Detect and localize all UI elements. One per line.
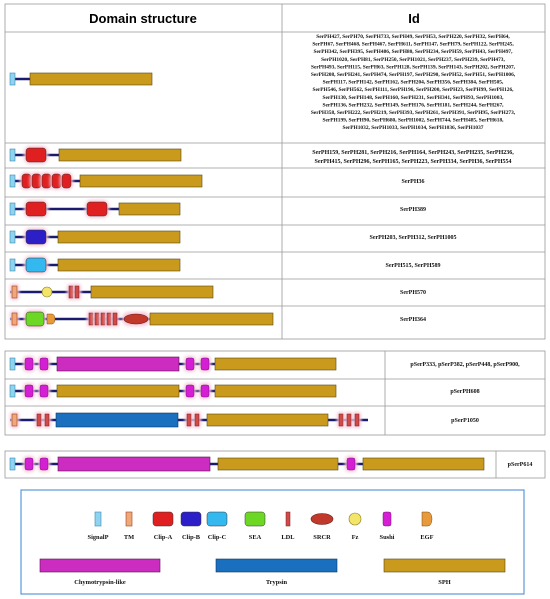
domain-diagram-12 [10,456,484,472]
clipA-domain [42,174,51,188]
sph-domain [57,385,179,397]
domain-diagram-5 [10,228,180,246]
id-line: SerPH389 [400,207,426,213]
id-cell-9 [410,362,520,368]
sph-domain [59,149,181,161]
legend-item-sushi [380,512,395,541]
domain-diagram-1 [10,73,152,85]
legend-item-clipA [153,512,173,541]
domain-diagram-9 [10,356,336,372]
ldl-domain [69,286,73,298]
signalp-domain [10,259,15,271]
id-line: pSerP1050 [451,418,479,424]
id-line: SerPH130, SerPH148, SerPH160, SerPH231, SerPH341, SerPH93, SerPH1003, [322,94,504,101]
clipA-domain [87,202,107,216]
id-cell-3 [402,179,425,185]
tm-domain [12,286,17,298]
legend-label: Sushi [379,534,395,541]
id-cell-5 [370,235,457,241]
clipA-domain [26,148,46,162]
legend-bar-label: SPH [438,579,451,586]
id-line: SerPH199, SerPH90, SerPH680, SerPH1002, SerPH744, SerPH485, SerPH618, [322,117,504,124]
domain-diagram-7 [10,284,213,300]
sushi-domain [201,385,209,397]
ldl-domain [355,414,359,426]
id-line: SerPH515, SerPH589 [385,263,441,269]
clipB-domain [26,230,46,244]
signalp-domain [10,358,15,370]
ldl-domain [95,313,99,325]
legend-item-signalp [88,512,109,541]
sph-domain [207,414,328,426]
chymotrypsin-domain [58,457,210,471]
id-cell-12 [508,462,533,468]
trypsin-bar-icon [216,559,337,572]
ldl-domain [339,414,343,426]
legend-label: LDL [281,534,295,541]
clipA-icon [153,512,173,526]
id-line: SerPH136, SerPH232, SerPH149, SerPH176, SerPH181, SerPH244, SerPH267, [322,102,504,109]
signalp-domain [10,458,15,470]
id-line: SerPH1020, SerPH81, SerPH250, SerPH1021, SerPH237, SerPH239, SerPH473, [321,56,505,63]
clipB-icon [181,512,201,526]
legend-item-ldl [281,512,294,541]
sph-bar-icon [384,559,505,572]
ldl-domain [45,414,49,426]
id-line: SerPH546, SerPH562, SerPH111, SerPH196, SerPH200, SerPH23, SerPH99, SerPH126, [312,87,514,94]
clipA-domain [32,174,41,188]
sph-domain [215,385,336,397]
legend-label: SRCR [313,534,331,541]
clipA-domain [26,202,46,216]
sph-domain [58,259,180,271]
signalp-domain [10,385,15,397]
id-cell-1 [311,34,516,131]
legend-item-fz [349,513,361,541]
sph-domain [215,358,336,370]
domain-header: Domain structure [89,11,197,26]
sph-domain [363,458,484,470]
domain-diagram-3 [10,172,202,190]
signalp-domain [10,175,15,187]
legend-label: EGF [420,534,434,541]
signalp-domain [10,231,15,243]
id-line: SerPH415, SerPH296, SerPH165, SerPH223, SerPH334, SerPH36, SerPH554 [314,159,512,165]
id-line: pSerP614 [507,462,533,468]
id-line: SerPH208, SerPH241, SerPH474, SerPH197, SerPH290, SerPH52, SerPH51, SerPH1006, [310,72,516,78]
legend-bar-label: Trypsin [265,579,288,586]
sph-domain [150,313,273,325]
egf-icon [422,512,432,526]
id-line: SerPH427, SerPH70, SerPH733, SerPH49, SerPH53, SerPH220, SerPH32, SerPH64, [316,34,510,40]
sushi-domain [201,358,209,370]
id-cell-2 [312,150,514,165]
sushi-domain [40,458,48,470]
ldl-domain [107,313,111,325]
chymo-bar-icon [40,559,160,572]
domain-diagram-10 [10,383,336,399]
ldl-domain [195,414,199,426]
sph-domain [58,231,180,243]
signalp-domain [10,203,15,215]
legend-bar-label: Chymotrypsin-like [74,579,126,586]
sea-domain [26,312,44,326]
sushi-domain [25,458,33,470]
domain-diagram-11 [10,412,368,428]
id-line: SerPH67, SerPH468, SerPH467, SerPH611, SerPH147, SerPH79, SerPH122, SerPH245, [312,41,514,48]
signalp-icon [95,512,101,526]
sushi-domain [25,385,33,397]
legend-label: SEA [248,534,262,541]
sushi-domain [186,358,194,370]
srcr-icon [311,514,333,525]
legend-item-sea [245,512,265,541]
id-line: SerPH342, SerPH395, SerPH486, SerPH80, SerPH234, SerPH59, SerPH43, SerPH497, [313,49,513,56]
id-line: SerPH36 [401,179,425,185]
legend-label: SignalP [87,534,109,541]
id-cell-8 [400,317,426,323]
sushi-domain [25,358,33,370]
id-cell-10 [450,389,479,395]
tm-domain [12,414,17,426]
legend-label: Fz [351,534,359,541]
fz-icon [349,513,361,525]
id-header: Id [408,11,420,26]
id-line: pSerPH608 [450,389,480,395]
sph-domain [80,175,202,187]
sushi-domain [186,385,194,397]
legend-item-clipC [207,512,227,541]
id-line: SerPH493, SerPH115, SerPH63, SerPH128, SerPH139, SerPH143, SerPH202, SerPH207, [310,64,516,71]
id-cell-11 [451,418,479,424]
legend-item-egf [420,512,433,541]
domain-diagram-2 [10,146,181,164]
sea-icon [245,512,265,526]
legend-label: TM [123,534,135,541]
signalp-domain [10,73,15,85]
ldl-domain [113,313,117,325]
sushi-domain [347,458,355,470]
chymotrypsin-domain [57,357,179,371]
domain-diagram-6 [10,256,180,274]
clipA-domain [62,174,71,188]
id-line: SerPH1032, SerPH1033, SerPH1034, SerPH1036, SerPH1037 [342,125,484,132]
legend-item-clipB [181,512,201,541]
ldl-domain [89,313,93,325]
domain-diagram-8 [10,310,273,328]
id-line: SerPH570 [400,290,426,296]
id-line: SerPH364 [400,317,426,323]
ldl-domain [37,414,41,426]
sph-domain [30,73,152,85]
ldl-domain [75,286,79,298]
domain-diagram-4 [10,200,180,218]
id-line: pSerP333, pSerP382, pSerP448, pSerP900, [410,362,520,368]
clipA-domain [22,174,31,188]
legend-item-srcr [311,514,333,542]
sph-domain [91,286,213,298]
legend-item-tm [124,512,134,541]
id-cell-6 [386,263,441,269]
legend-label: Clip-B [181,534,201,541]
ldl-icon [286,512,290,526]
id-line: SerPH203, SerPH312, SerPH1005 [369,235,457,241]
legend-label: Clip-A [153,534,173,541]
clipC-icon [207,512,227,526]
trypsin-domain [56,413,178,427]
fz-domain [42,287,52,297]
sph-domain [218,458,338,470]
ldl-domain [347,414,351,426]
sushi-icon [383,512,391,526]
clipA-domain [52,174,61,188]
sph-domain [119,203,180,215]
sushi-domain [40,358,48,370]
srcr-domain [124,314,148,324]
signalp-domain [10,149,15,161]
legend-bar-chymo [40,559,160,586]
ldl-domain [101,313,105,325]
id-line: SerPH159, SerPH281, SerPH216, SerPH164, SerPH243, SerPH235, SerPH236, [312,150,514,156]
id-cell-7 [400,290,426,296]
tm-domain [12,313,17,325]
legend-label: Clip-C [207,534,227,541]
egf-domain [47,314,55,324]
sushi-domain [40,385,48,397]
ldl-domain [187,414,191,426]
clipC-domain [26,258,46,272]
legend-bar-trypsin [216,559,337,586]
tm-icon [126,512,132,526]
id-cell-4 [400,207,426,213]
legend-bar-sph [384,559,505,586]
id-line: SerPH358, SerPH222, SerPH219, SerPH393, SerPH261, SerPH391, SerPH95, SerPH273, [310,110,516,116]
id-line: SerPH117, SerPH142, SerPH162, SerPH204, SerPH356, SerPH384, SerPH505, [322,79,504,86]
